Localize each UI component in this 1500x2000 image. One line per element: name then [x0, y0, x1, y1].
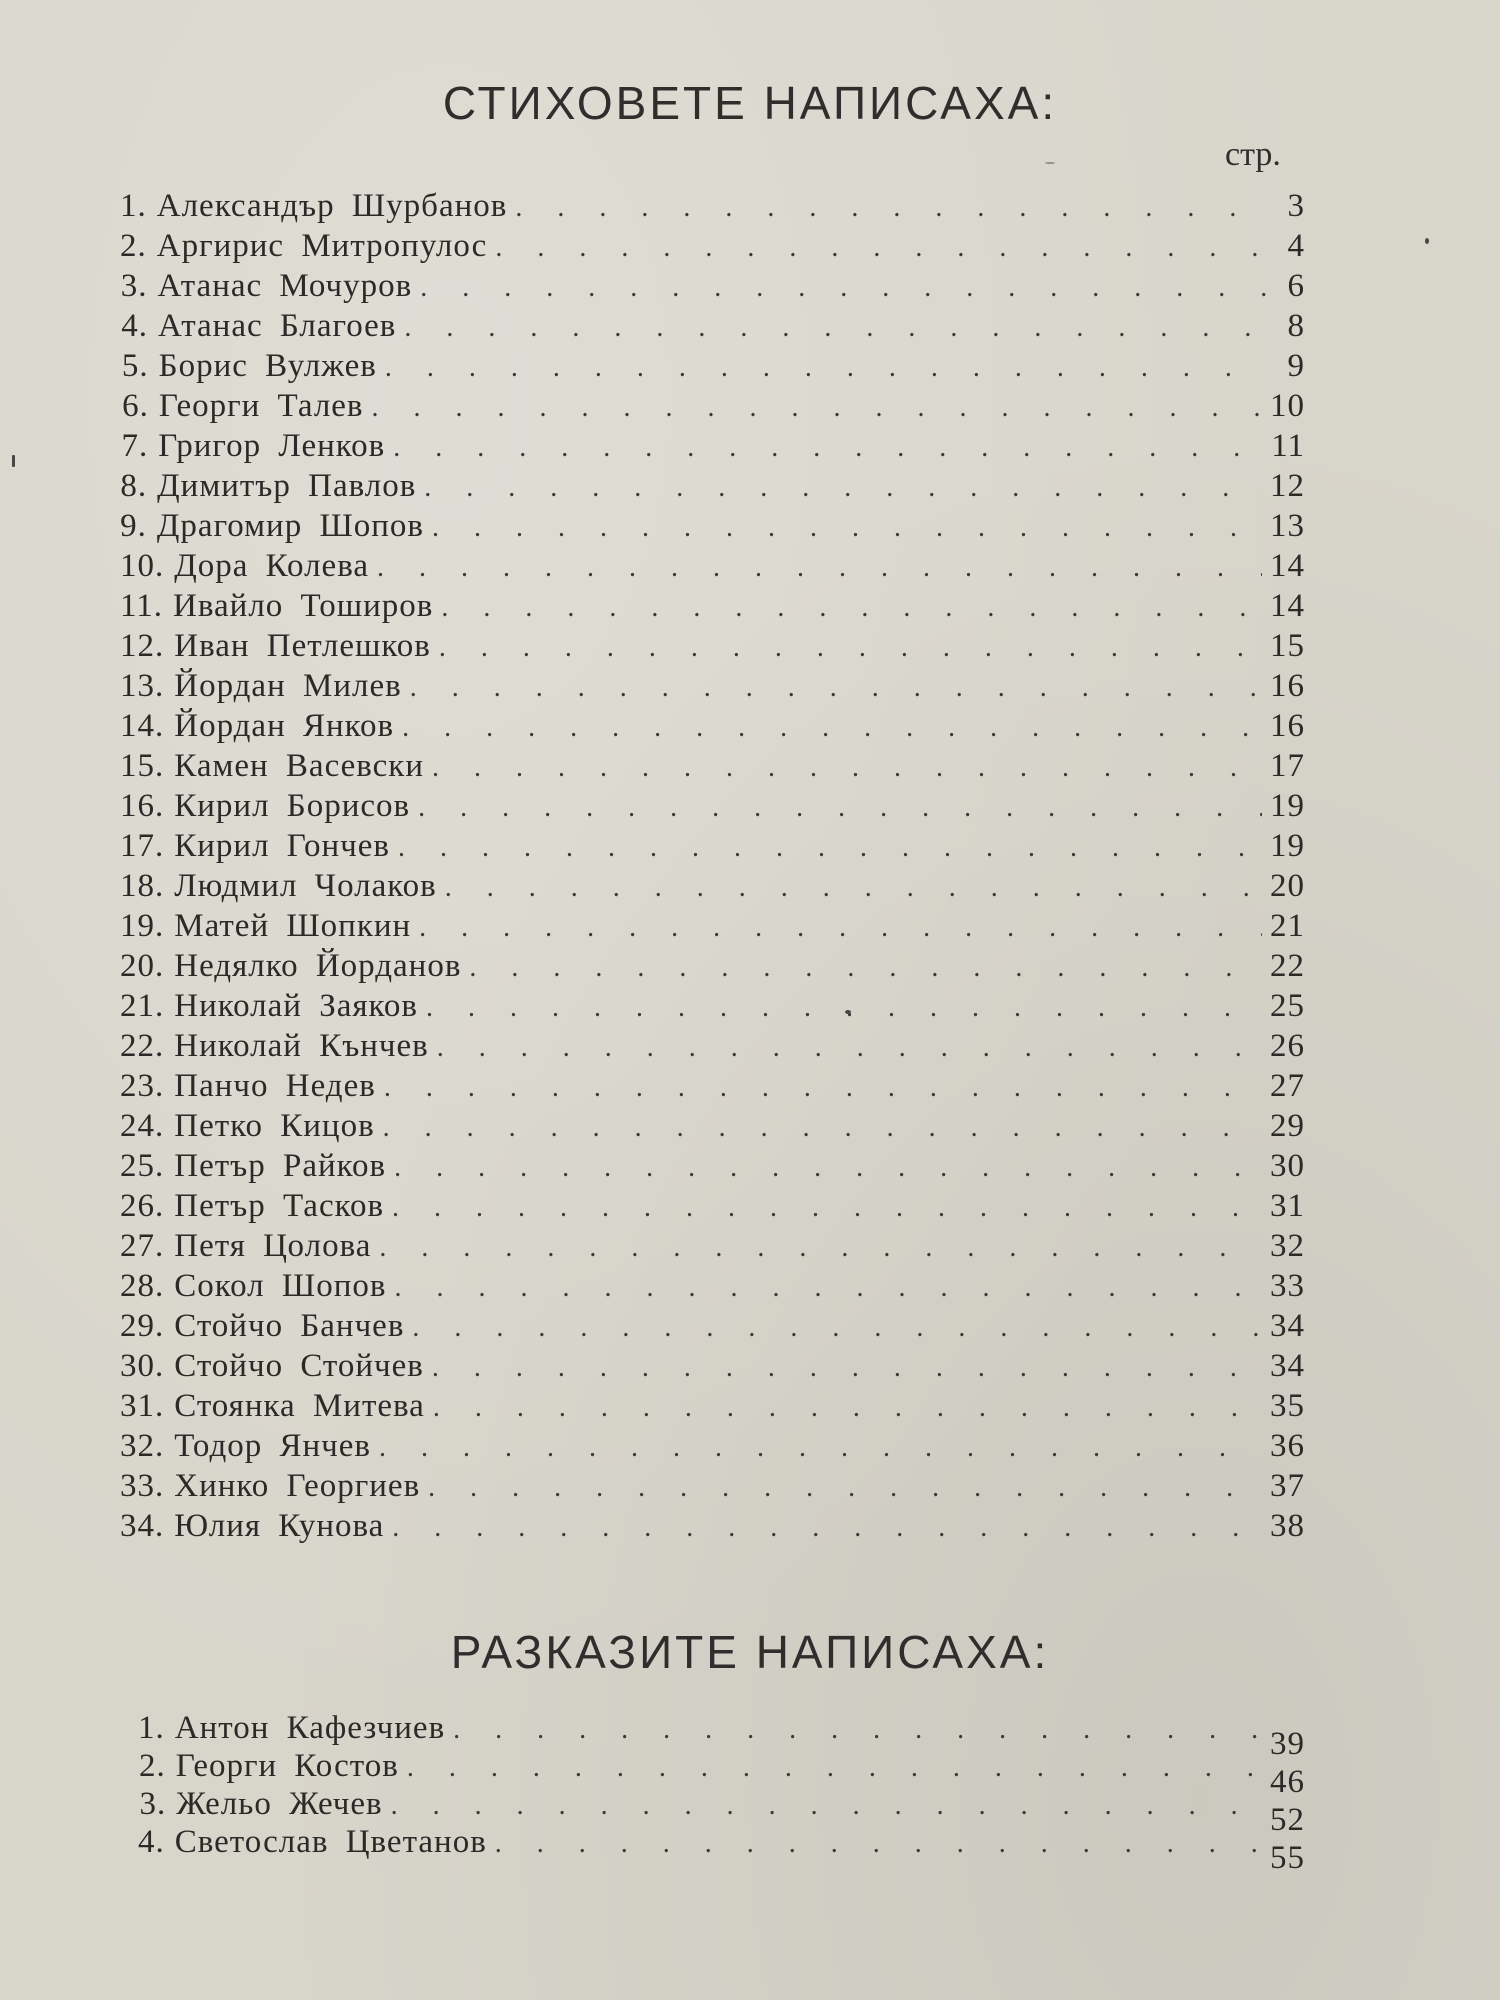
dot-leader: [432, 1352, 1262, 1384]
author-name: Петя Цолова: [174, 1228, 372, 1264]
dot-leader: [394, 1272, 1262, 1304]
author-name: Борис Вулжев: [158, 348, 377, 384]
toc-entry: [120, 1388, 1305, 1428]
author-name: Атанас Мочуров: [157, 268, 413, 304]
dot-leader: [383, 1112, 1262, 1144]
entry-number: 9.: [120, 508, 147, 544]
author-name: Николай Кънчев: [174, 1028, 429, 1064]
author-name: Димитър Павлов: [157, 468, 417, 504]
dot-leader: [391, 1790, 1262, 1822]
page-number: 12: [1270, 468, 1305, 504]
page-number: 27: [1270, 1068, 1305, 1104]
page-number: 29: [1270, 1108, 1305, 1144]
page-number: 4: [1287, 228, 1305, 264]
author-name: Светослав Цветанов: [174, 1824, 487, 1860]
entry-number: 14.: [120, 708, 165, 744]
toc-entry: [120, 548, 1305, 588]
entry-number: 5.: [121, 348, 149, 384]
dot-leader: [432, 752, 1262, 784]
page-number: 14: [1270, 548, 1305, 584]
toc-entry: [120, 1108, 1305, 1148]
author-name: Петър Райков: [174, 1148, 387, 1184]
entry-number: 22.: [120, 1028, 165, 1064]
entry-number: 33.: [120, 1468, 165, 1504]
dot-leader: [428, 1472, 1262, 1504]
dot-leader: [385, 352, 1268, 384]
author-name: Стоянка Митева: [174, 1388, 425, 1424]
entry-number: 32.: [120, 1428, 165, 1464]
paper-speck: [1045, 162, 1055, 164]
dot-leader: [412, 1312, 1262, 1344]
dot-leader: [441, 592, 1262, 624]
toc-entry: [138, 1748, 1305, 1800]
author-name: Петко Кицов: [174, 1108, 375, 1144]
entry-number: 23.: [120, 1068, 165, 1104]
page-number: 11: [1271, 428, 1305, 464]
entry-number: 12.: [120, 628, 165, 664]
page-number: 16: [1270, 708, 1305, 744]
page-number: 30: [1270, 1148, 1305, 1184]
dot-leader: [418, 792, 1262, 824]
page-number: 13: [1270, 508, 1305, 544]
toc-entry: [120, 988, 1305, 1028]
entry-number: 4.: [121, 308, 149, 344]
page-number: 19: [1270, 828, 1305, 864]
entry-number: 15.: [120, 748, 165, 784]
page-number: 8: [1287, 308, 1305, 344]
author-name: Иван Петлешков: [174, 628, 431, 664]
toc-entry: [120, 1188, 1305, 1228]
entry-number: 8.: [120, 468, 148, 504]
author-name: Камен Васевски: [174, 748, 424, 784]
dot-leader: [426, 992, 1262, 1024]
entry-number: 4.: [138, 1824, 165, 1860]
author-name: Сокол Шопов: [174, 1268, 387, 1304]
poems-heading: СТИХОВЕТЕ НАПИСАХА:: [442, 77, 1058, 129]
toc-entry: [120, 708, 1305, 748]
author-name: Атанас Благоев: [158, 308, 397, 344]
entry-number: 2.: [120, 228, 147, 264]
author-name: Георги Костов: [175, 1748, 399, 1784]
toc-entry: [120, 348, 1305, 388]
entry-number: 26.: [120, 1188, 165, 1224]
dot-leader: [384, 1072, 1262, 1104]
author-name: Людмил Чолаков: [174, 868, 437, 904]
toc-entry: [138, 1824, 1305, 1876]
page-number: 9: [1287, 348, 1306, 384]
author-name: Тодор Янчев: [174, 1428, 372, 1464]
toc-entry: [120, 1028, 1305, 1068]
dot-leader: [439, 632, 1262, 664]
page-number: 21: [1270, 908, 1305, 944]
dot-leader: [432, 512, 1262, 544]
author-name: Ивайло Тоширов: [173, 588, 434, 624]
toc-entry: [120, 628, 1305, 668]
page-number: 14: [1270, 588, 1305, 624]
toc-entry: [120, 868, 1305, 908]
stories-heading: РАЗКАЗИТЕ НАПИСАХА:: [450, 1626, 1050, 1678]
author-name: Александър Шурбанов: [156, 188, 508, 224]
page-number: 26: [1270, 1028, 1305, 1064]
entry-number: 3.: [139, 1786, 167, 1822]
dot-leader: [495, 232, 1271, 264]
page-number: 20: [1270, 868, 1305, 904]
dot-leader: [393, 432, 1263, 464]
toc-entry: [120, 1308, 1305, 1348]
toc-entry: [120, 1148, 1305, 1188]
toc-entry: [120, 748, 1305, 788]
entry-number: 25.: [120, 1148, 165, 1184]
author-name: Стойчо Стойчев: [174, 1348, 424, 1384]
toc-entry: [120, 188, 1305, 228]
page-number: 19: [1270, 788, 1305, 824]
toc-entry: [120, 1268, 1305, 1308]
toc-entry: [120, 388, 1305, 428]
entry-number: 31.: [120, 1388, 165, 1424]
entry-number: 29.: [120, 1308, 165, 1344]
entry-number: 1.: [138, 1710, 165, 1746]
toc-entry: [120, 788, 1305, 828]
entry-number: 30.: [120, 1348, 165, 1384]
author-name: Жельо Жечев: [176, 1786, 383, 1822]
entry-number: 6.: [122, 388, 149, 424]
page-number: 6: [1287, 268, 1305, 304]
page-number: 15: [1270, 628, 1305, 664]
dot-leader: [404, 312, 1268, 344]
toc-entry: [120, 1428, 1305, 1468]
entry-number: 18.: [120, 868, 165, 904]
entry-number: 19.: [120, 908, 165, 944]
poems-contents-list: [120, 188, 1305, 1548]
page-number: 16: [1270, 668, 1305, 704]
entry-number: 2.: [139, 1748, 166, 1784]
author-name: Дора Колева: [174, 548, 369, 584]
page-number: 52: [1270, 1802, 1305, 1838]
toc-entry: [120, 1468, 1305, 1508]
dot-leader: [377, 552, 1262, 584]
author-name: Панчо Недев: [174, 1068, 376, 1104]
entry-number: 3.: [120, 268, 148, 304]
entry-number: 21.: [120, 988, 165, 1024]
author-name: Георги Талев: [158, 388, 364, 424]
dot-leader: [392, 1192, 1262, 1224]
page-number: 22: [1270, 948, 1305, 984]
entry-number: 10.: [120, 548, 165, 584]
dot-leader: [469, 952, 1262, 984]
author-name: Петър Тасков: [174, 1188, 385, 1224]
entry-number: 7.: [121, 428, 149, 464]
dot-leader: [394, 1152, 1262, 1184]
author-name: Хинко Георгиев: [174, 1468, 421, 1504]
page-number: 34: [1270, 1308, 1305, 1344]
paper-speck: [12, 455, 15, 467]
dot-leader: [372, 392, 1262, 424]
toc-entry: [120, 508, 1305, 548]
toc-entry: [120, 668, 1305, 708]
toc-entry: [120, 1068, 1305, 1108]
toc-entry: [120, 428, 1305, 468]
entry-number: 17.: [120, 828, 165, 864]
dot-leader: [379, 1432, 1262, 1464]
author-name: Антон Кафезчиев: [174, 1710, 446, 1746]
author-name: Стойчо Банчев: [174, 1308, 405, 1344]
page-number: 32: [1270, 1228, 1305, 1264]
dot-leader: [445, 872, 1262, 904]
entry-number: 34.: [120, 1508, 165, 1544]
author-name: Кирил Гончев: [174, 828, 390, 864]
author-name: Йордан Янков: [174, 708, 395, 744]
page-number: 37: [1270, 1468, 1305, 1504]
page-number: 46: [1270, 1764, 1305, 1800]
toc-entry: [120, 1348, 1305, 1388]
paper-speck: [1425, 238, 1429, 244]
dot-leader: [419, 912, 1262, 944]
entry-number: 13.: [120, 668, 165, 704]
toc-entry: [120, 1228, 1305, 1268]
toc-entry: [120, 1508, 1305, 1548]
stories-contents-list: [138, 1710, 1305, 1876]
dot-leader: [420, 272, 1268, 304]
dot-leader: [424, 472, 1262, 504]
entry-number: 27.: [120, 1228, 165, 1264]
toc-entry: [120, 908, 1305, 948]
page-number: 3: [1287, 188, 1305, 224]
dot-leader: [437, 1032, 1262, 1064]
page-number: 34: [1270, 1348, 1305, 1384]
author-name: Йордан Милев: [174, 668, 402, 704]
page-number: 38: [1270, 1508, 1305, 1544]
author-name: Недялко Йорданов: [174, 948, 462, 984]
page-column-label: стр.: [1225, 136, 1281, 173]
author-name: Драгомир Шопов: [156, 508, 424, 544]
page-number: 17: [1270, 748, 1305, 784]
toc-entry: [120, 828, 1305, 868]
entry-number: 1.: [120, 188, 147, 224]
entry-number: 16.: [120, 788, 165, 824]
entry-number: 24.: [120, 1108, 165, 1144]
toc-entry: [120, 948, 1305, 988]
dot-leader: [433, 1392, 1262, 1424]
toc-entry: [138, 1786, 1305, 1838]
dot-leader: [398, 832, 1262, 864]
toc-entry: [120, 308, 1305, 348]
dot-leader: [392, 1512, 1262, 1544]
page-number: 31: [1270, 1188, 1305, 1224]
toc-entry: [120, 268, 1305, 308]
dot-leader: [495, 1828, 1262, 1860]
paper-speck: [845, 1010, 851, 1014]
page-number: 55: [1270, 1840, 1305, 1876]
entry-number: 20.: [120, 948, 165, 984]
toc-entry: [138, 1710, 1305, 1762]
toc-entry: [120, 588, 1305, 628]
dot-leader: [402, 712, 1262, 744]
toc-entry: [120, 228, 1305, 268]
page-number: 35: [1270, 1388, 1305, 1424]
page-number: 25: [1270, 988, 1305, 1024]
author-name: Григор Ленков: [158, 428, 386, 464]
entry-number: 11.: [120, 588, 164, 624]
page-number: 33: [1270, 1268, 1305, 1304]
dot-leader: [410, 672, 1262, 704]
author-name: Кирил Борисов: [174, 788, 411, 824]
author-name: Юлия Кунова: [174, 1508, 385, 1544]
author-name: Аргирис Митропулос: [156, 228, 488, 264]
dot-leader: [453, 1714, 1262, 1746]
dot-leader: [407, 1752, 1262, 1784]
dot-leader: [379, 1232, 1262, 1264]
page-number: 39: [1270, 1726, 1305, 1762]
page-number: 10: [1270, 388, 1305, 424]
page-number: 36: [1270, 1428, 1305, 1464]
entry-number: 28.: [120, 1268, 165, 1304]
toc-entry: [120, 468, 1305, 508]
author-name: Николай Заяков: [174, 988, 418, 1024]
dot-leader: [515, 192, 1271, 224]
author-name: Матей Шопкин: [174, 908, 412, 944]
